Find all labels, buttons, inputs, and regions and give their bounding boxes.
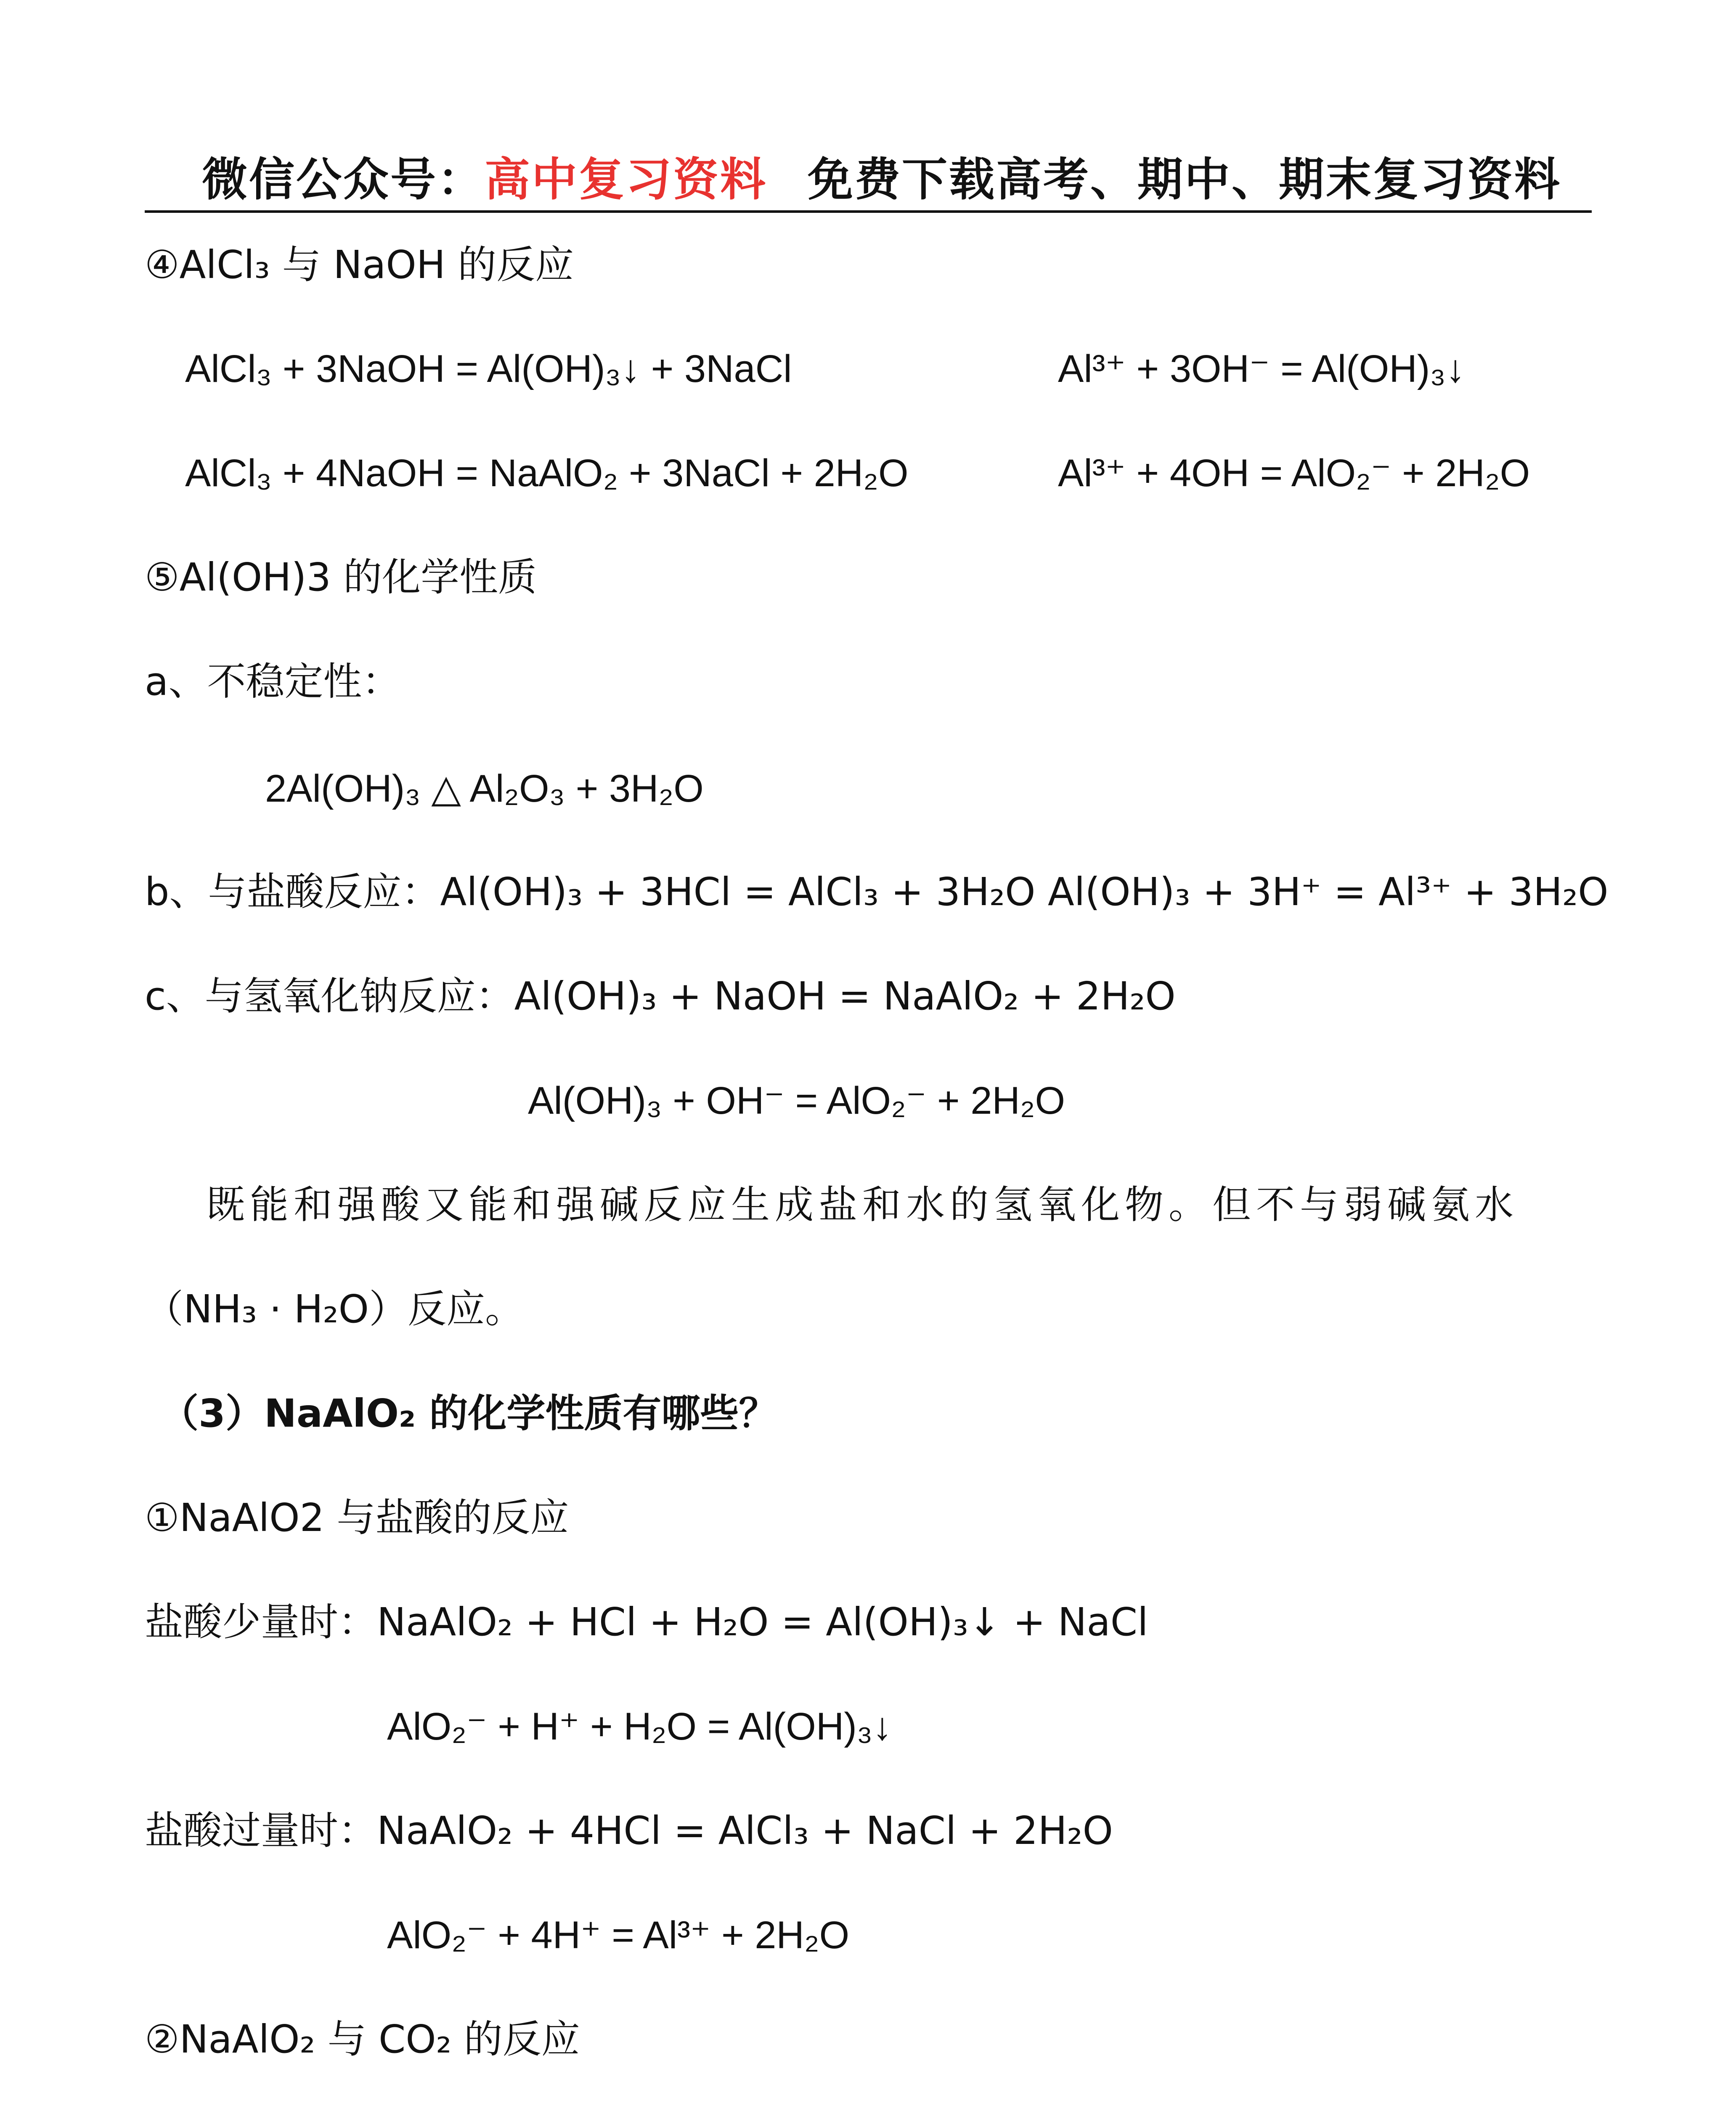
item-b-with-hcl: b、与盐酸反应：Al(OH)₃ + 3HCl = AlCl₃ + 3H₂O Al(OH)₃ + 3H⁺ = Al³⁺ + 3H₂O (145, 869, 1609, 914)
section-heading-alcl3-naoh: ④AlCl₃ 与 NaOH 的反应 (145, 242, 574, 287)
equation-hcl-small: 盐酸少量时：NaAlO₂ + HCl + H₂O = Al(OH)₃↓ + NaCl (145, 1600, 1148, 1645)
page-header (202, 143, 1736, 206)
ionic-equation-al3-3oh: Al³⁺ + 3OH⁻ = Al(OH)₃↓ (1058, 347, 1465, 390)
equation-alcl3-3naoh: AlCl₃ + 3NaOH = Al(OH)₃↓ + 3NaCl (185, 347, 792, 390)
header-accent-text: 高中复习资料 (485, 154, 768, 206)
section-heading-naalo2-co2: ②NaAlO₂ 与 CO₂ 的反应 (145, 2017, 580, 2062)
question-heading-naalo2: （3）NaAlO₂ 的化学性质有哪些？ (160, 1391, 778, 1436)
paragraph-amphoteric-cont: （NH₃ · H₂O）反应。 (145, 1287, 524, 1332)
section-heading-naalo2-hcl: ①NaAlO2 与盐酸的反应 (145, 1495, 569, 1540)
equation-decomposition: 2Al(OH)₃ △ Al₂O₃ + 3H₂O (265, 767, 704, 810)
ionic-equation-hcl-excess: AlO₂⁻ + 4H⁺ = Al³⁺ + 2H₂O (387, 1914, 850, 1957)
header-divider (145, 210, 1592, 213)
ionic-equation-al3-4oh: Al³⁺ + 4OH = AlO₂⁻ + 2H₂O (1058, 452, 1530, 495)
ionic-equation-aloh3-oh: Al(OH)₃ + OH⁻ = AlO₂⁻ + 2H₂O (528, 1079, 1065, 1122)
header-label: 微信公众号： (202, 154, 485, 206)
equation-alcl3-4naoh: AlCl₃ + 4NaOH = NaAlO₂ + 3NaCl + 2H₂O (185, 452, 909, 495)
ionic-equation-hcl-small: AlO₂⁻ + H⁺ + H₂O = Al(OH)₃↓ (387, 1705, 892, 1748)
paragraph-amphoteric: 既能和强酸又能和强碱反应生成盐和水的氢氧化物。但不与弱碱氨水 (206, 1182, 1519, 1227)
header-right-text: 免费下载高考、期中、期末复习资料 (808, 154, 1562, 206)
equation-hcl-excess: 盐酸过量时：NaAlO₂ + 4HCl = AlCl₃ + NaCl + 2H₂O (145, 1808, 1113, 1853)
section-heading-aloh3-properties: ⑤Al(OH)3 的化学性质 (145, 555, 537, 600)
item-a-instability: a、不稳定性： (145, 659, 401, 704)
item-c-with-naoh: c、与氢氧化钠反应：Al(OH)₃ + NaOH = NaAlO₂ + 2H₂O (145, 974, 1176, 1019)
